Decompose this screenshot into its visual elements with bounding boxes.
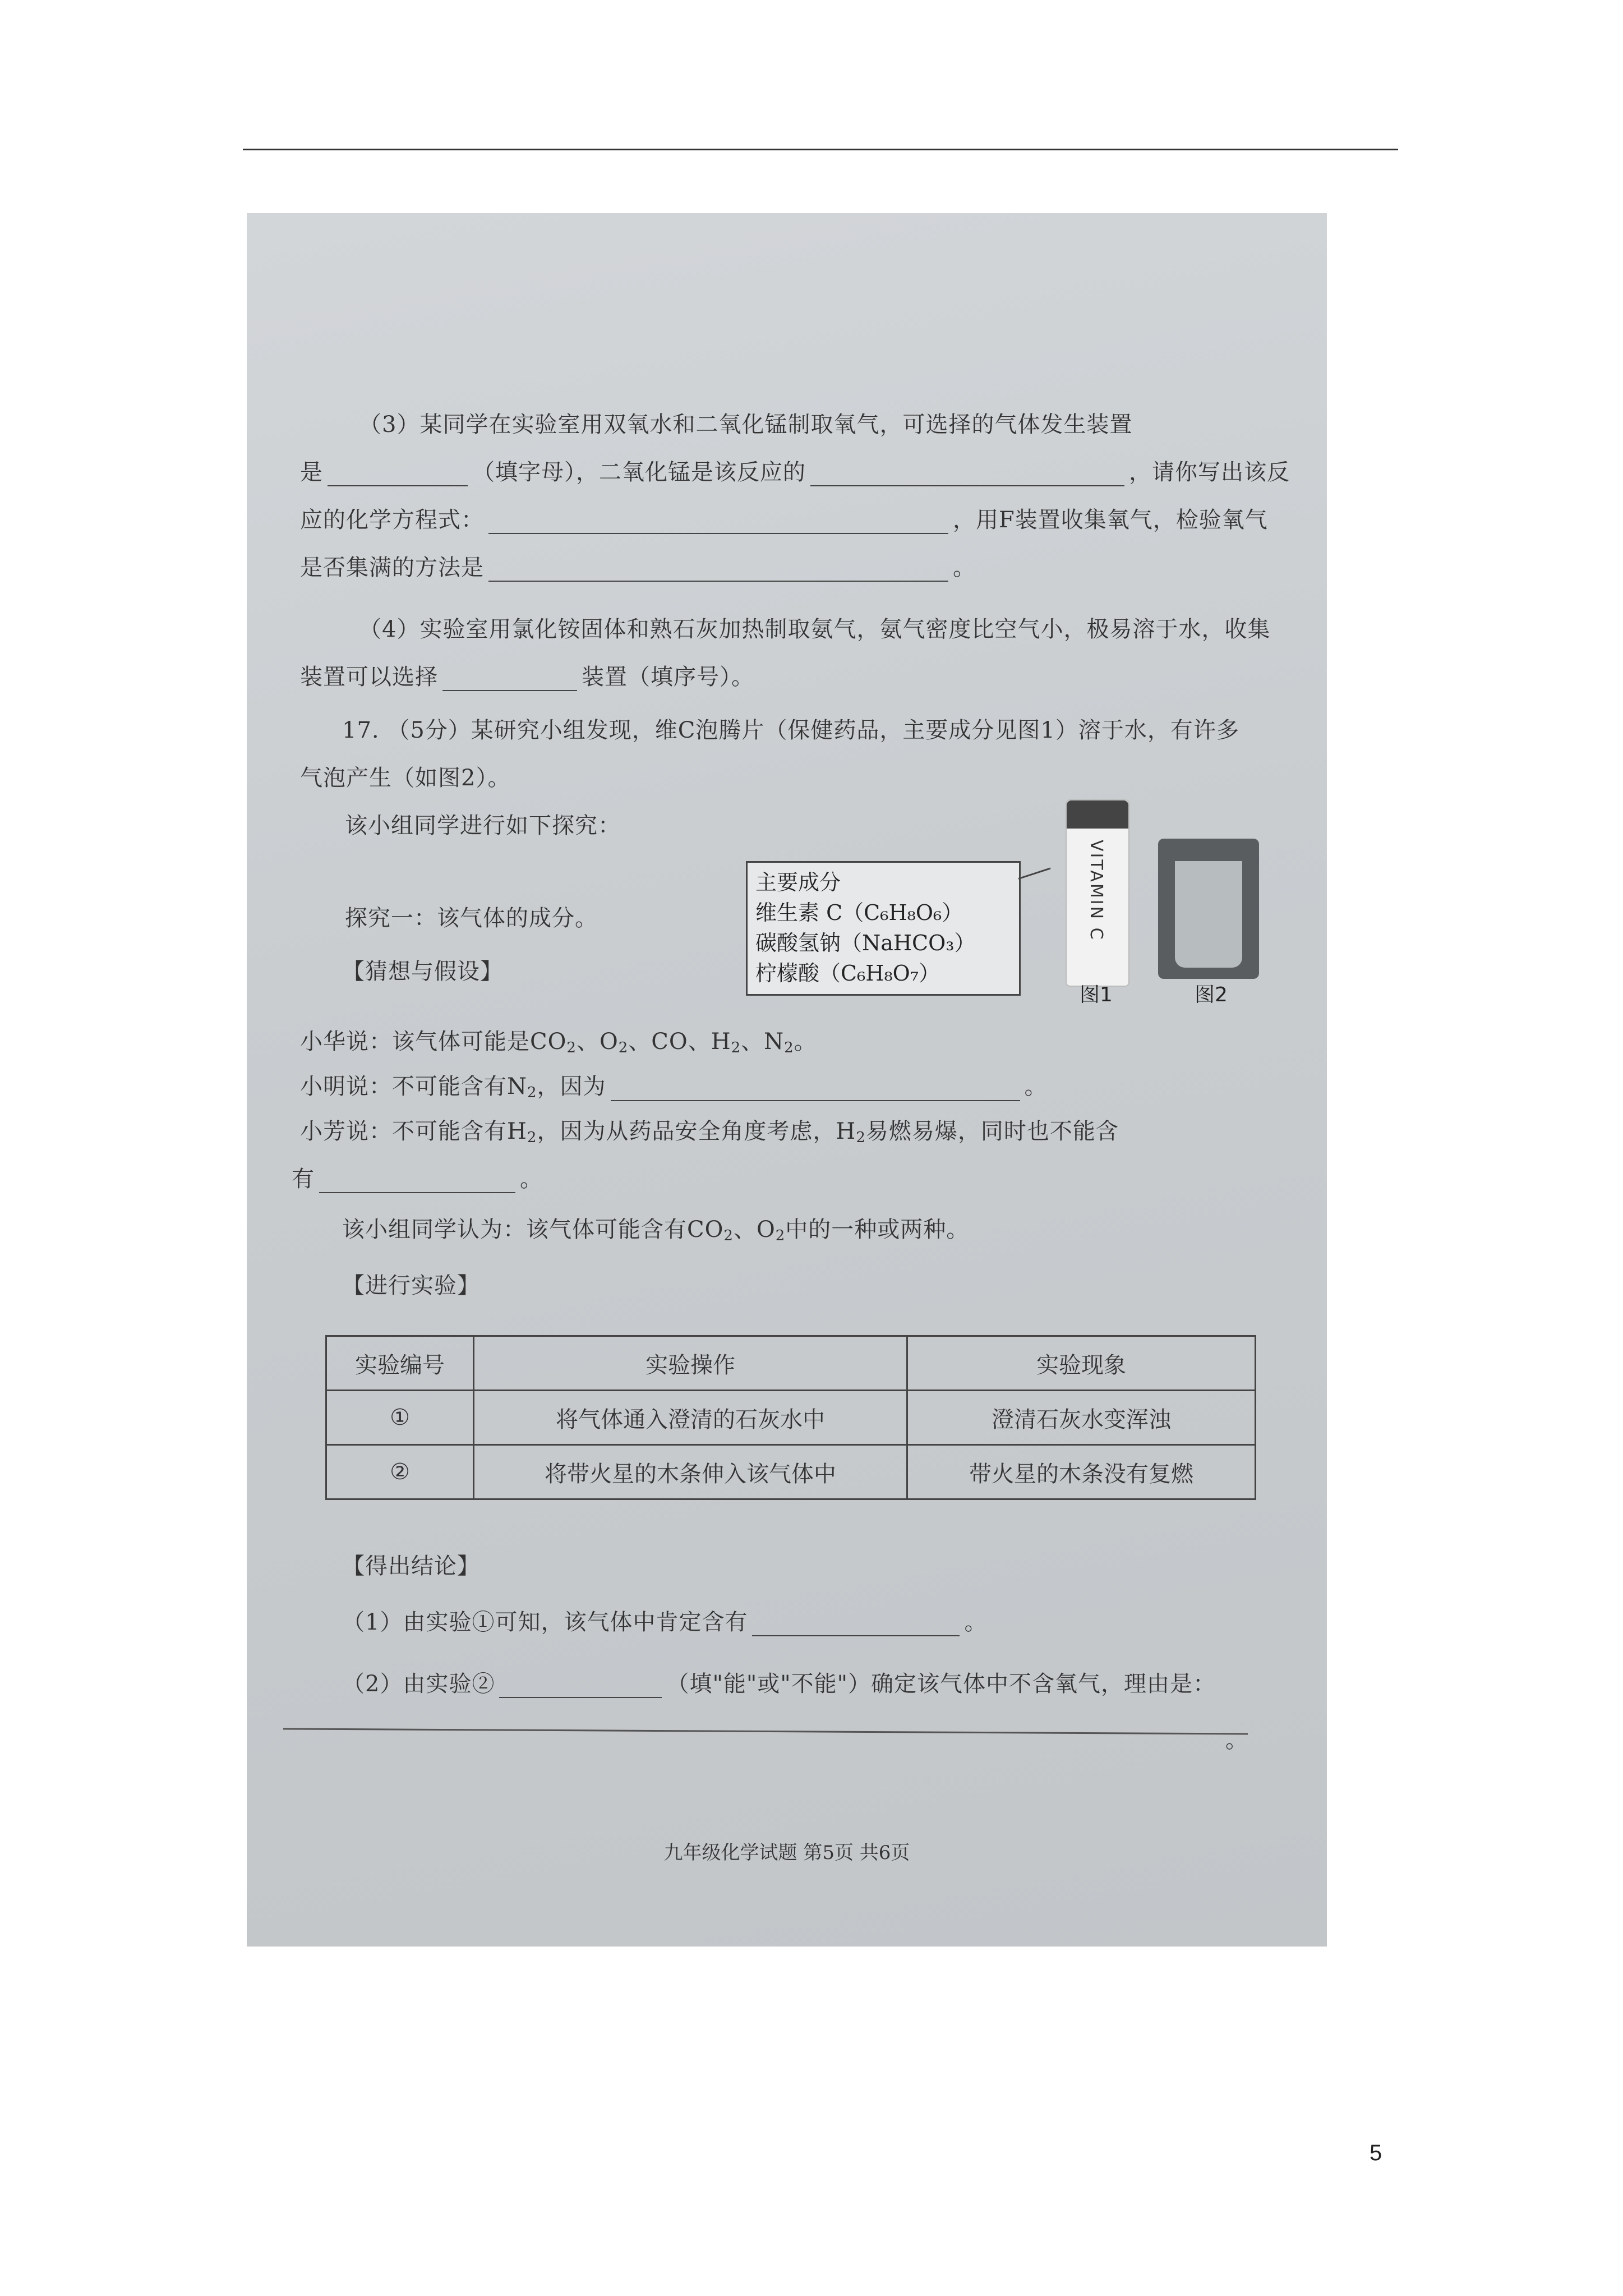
text-part: （1）由实验①可知，该气体中肯定含有	[342, 1609, 748, 1635]
subscript: 2	[527, 1084, 537, 1101]
header-cell: 实验现象	[907, 1336, 1256, 1391]
text-part: （填"能"或"不能"）确定该气体中不含氧气，理由是：	[666, 1671, 1216, 1697]
callout-title: 主要成分	[755, 870, 841, 895]
q4-line2-b: 装置（填序号）。	[582, 664, 754, 690]
table-cell: ①	[326, 1391, 474, 1445]
q3-line3	[300, 502, 1268, 534]
text-part: 、O	[733, 1217, 776, 1243]
hypothesis-4	[292, 1161, 543, 1193]
table-cell: ②	[326, 1445, 474, 1499]
text-part: 、O	[576, 1029, 619, 1055]
q17-explore: 探究一：该气体的成分。	[345, 905, 598, 931]
q4-line1: （4）实验室用氯化铵固体和熟石灰加热制取氨气，氨气密度比空气小，极易溶于水，收集	[359, 616, 1271, 642]
subscript: 2	[723, 1227, 734, 1244]
text-part: 小明说：不可能含有N	[300, 1074, 527, 1099]
experiment-table	[325, 1335, 1256, 1500]
subscript: 2	[618, 1039, 629, 1056]
table-row	[326, 1445, 1256, 1499]
conclusion-3-end: 。	[1225, 1727, 1248, 1753]
text-part: 、N	[741, 1029, 785, 1055]
q17-line3: 该小组同学进行如下探究：	[345, 813, 621, 839]
text-part: 有	[292, 1166, 315, 1192]
callout-item: 碳酸氢钠（NaHCO₃）	[755, 931, 976, 955]
conclusion-1	[342, 1604, 987, 1636]
text-part: 。	[1024, 1074, 1048, 1099]
callout-item: 维生素 C（C₆H₈O₆）	[755, 900, 963, 925]
subscript: 2	[775, 1227, 786, 1244]
text-part: 易燃易爆，同时也不能含	[865, 1119, 1119, 1144]
q3-line2-b: （填字母），二氧化锰是该反应的	[472, 459, 806, 485]
header-cell: 实验编号	[326, 1336, 474, 1391]
q3-line4-b: 。	[953, 555, 976, 581]
callout-pointer	[1018, 868, 1051, 880]
page-number: 5	[1370, 2141, 1382, 2165]
q4-line2-a: 装置可以选择	[300, 664, 438, 690]
group-conclusion	[342, 1212, 969, 1244]
text-part: 中的一种或两种。	[785, 1217, 970, 1243]
conclusion-title: 【得出结论】	[342, 1553, 480, 1579]
q3-line2-c: ，请你写出该反	[1129, 459, 1290, 485]
table-row	[326, 1391, 1256, 1445]
exam-footer: 九年级化学试题 第5页 共6页	[663, 1842, 910, 1864]
answer-blank[interactable]	[810, 466, 1124, 486]
answer-blank[interactable]	[611, 1081, 1020, 1101]
subscript: 2	[731, 1039, 741, 1056]
q3-line3-a: 应的化学方程式：	[300, 507, 484, 533]
table-cell: 将气体通入澄清的石灰水中	[474, 1391, 907, 1445]
text-part: 。	[964, 1609, 988, 1635]
subscript: 2	[856, 1129, 866, 1146]
header-cell: 实验操作	[474, 1336, 907, 1391]
figure2-label: 图2	[1195, 983, 1228, 1006]
figure1-label: 图1	[1080, 983, 1113, 1006]
hypothesis-3	[300, 1114, 1119, 1146]
answer-blank[interactable]	[752, 1616, 960, 1636]
q17-line2: 气泡产生（如图2）。	[300, 765, 511, 791]
text-part: 该小组同学认为：该气体可能含有CO	[342, 1217, 724, 1243]
answer-blank[interactable]	[442, 671, 577, 691]
callout-item: 柠檬酸（C₆H₈O₇）	[755, 961, 940, 986]
subscript: 2	[784, 1039, 794, 1056]
table-cell: 将带火星的木条伸入该气体中	[474, 1445, 907, 1499]
scanned-exam-photo	[247, 213, 1327, 1947]
text-part: （2）由实验②	[342, 1671, 495, 1697]
conclusion-2	[342, 1666, 1216, 1698]
q3-line3-b: ，用F装置收集氧气，检验氧气	[953, 507, 1268, 533]
q3-line4	[300, 550, 976, 582]
answer-blank[interactable]	[488, 562, 948, 582]
text-part: 。	[794, 1029, 817, 1055]
hypothesis-title: 【猜想与假设】	[342, 959, 503, 984]
answer-blank[interactable]	[499, 1678, 662, 1698]
experiment-title: 【进行实验】	[342, 1273, 480, 1299]
vitamin-tube-image	[1066, 799, 1129, 987]
q4-line2	[300, 659, 754, 691]
answer-blank[interactable]	[328, 466, 468, 486]
fizzing-glass-image	[1158, 839, 1259, 979]
q3-line1: （3）某同学在实验室用双氧水和二氧化锰制取氧气，可选择的气体发生装置	[359, 412, 1133, 438]
table-cell: 澄清石灰水变浑浊	[907, 1391, 1256, 1445]
q3-line4-a: 是否集满的方法是	[300, 555, 484, 581]
text-part: 小华说：该气体可能是CO	[300, 1029, 567, 1055]
hypothesis-2	[300, 1069, 1048, 1101]
q3-line2	[300, 454, 1290, 486]
text-part: 、CO、H	[628, 1029, 731, 1055]
subscript: 2	[566, 1039, 577, 1056]
hypothesis-1	[300, 1024, 817, 1056]
q3-line2-a: 是	[300, 459, 323, 485]
text-part: ，因为从药品安全角度考虑，H	[537, 1119, 856, 1144]
text-part: 。	[520, 1166, 543, 1192]
table-header-row	[326, 1336, 1256, 1391]
ingredients-callout	[746, 861, 1021, 996]
answer-line[interactable]	[283, 1728, 1248, 1734]
tube-cap	[1067, 800, 1128, 829]
glass-shape	[1175, 861, 1242, 968]
answer-blank[interactable]	[488, 514, 948, 534]
text-part: ，因为	[537, 1074, 606, 1099]
top-rule	[243, 149, 1398, 150]
subscript: 2	[527, 1129, 537, 1146]
tube-label: VITAMIN C	[1086, 840, 1106, 941]
q17-line1: 17. （5分）某研究小组发现，维C泡腾片（保健药品，主要成分见图1）溶于水，有许多	[342, 717, 1239, 743]
table-cell: 带火星的木条没有复燃	[907, 1445, 1256, 1499]
answer-blank[interactable]	[319, 1173, 515, 1193]
text-part: 小芳说：不可能含有H	[300, 1119, 527, 1144]
